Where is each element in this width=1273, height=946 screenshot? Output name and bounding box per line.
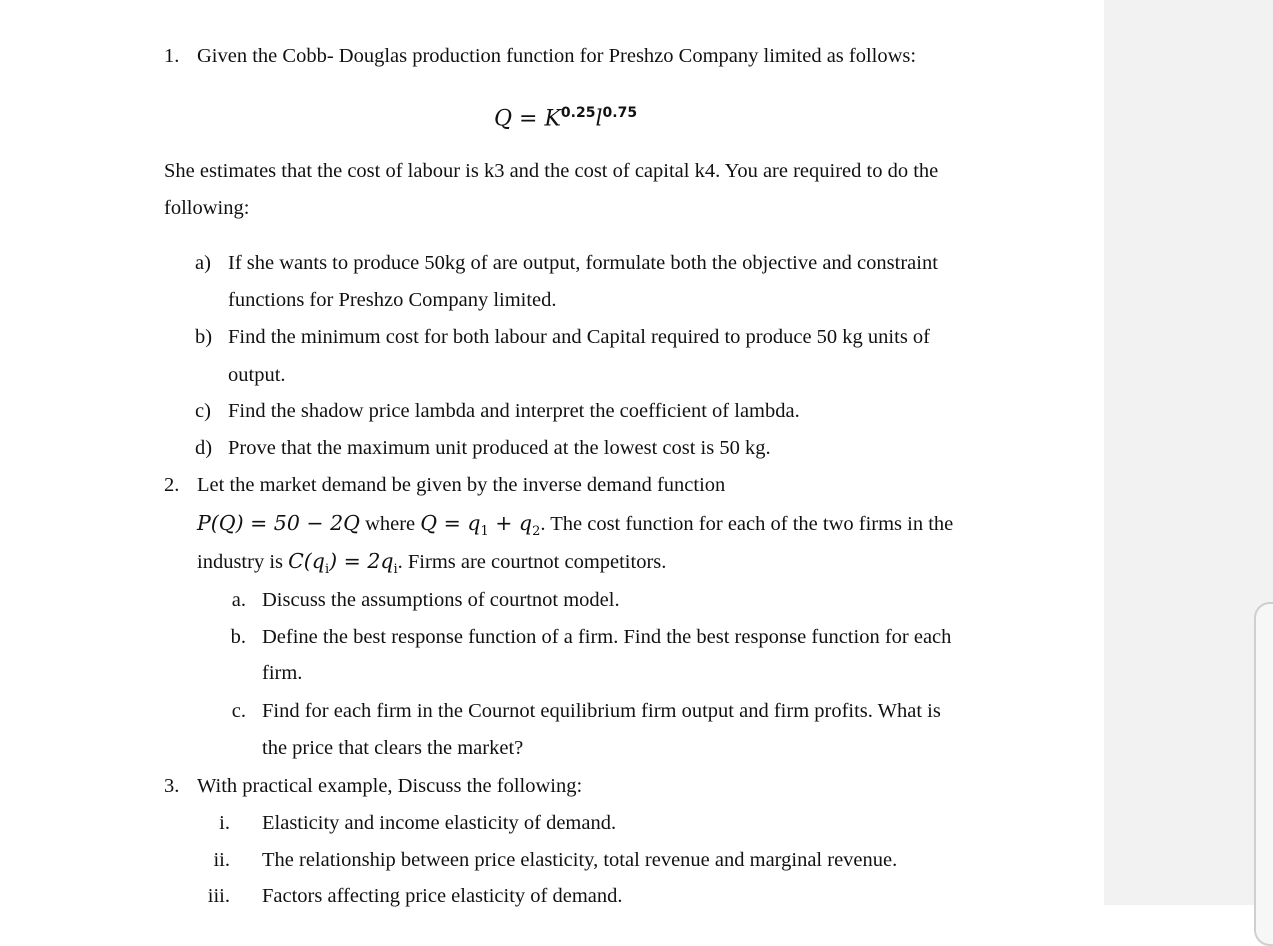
q3-part-ii-label: ii.	[213, 849, 230, 871]
q1-part-a-label: a)	[195, 252, 211, 274]
q1-paragraph-line2: following:	[164, 197, 250, 219]
q2-part-b-label: b.	[230, 626, 246, 648]
q1-paragraph-line1	[164, 158, 975, 184]
q3-part-i-label: i.	[219, 812, 230, 834]
q2-cost-prefix: industry is	[197, 551, 289, 573]
q2-part-c-line2: the price that clears the market?	[262, 737, 524, 759]
q3-part-ii-text: The relationship between price elasticity, total revenue and marginal revenue.	[262, 849, 898, 871]
q2-intro: Let the market demand be given by the inverse demand function	[197, 474, 726, 496]
q2-where: where	[365, 513, 416, 535]
q1-part-d-label: d)	[195, 437, 213, 459]
formula-eq: =	[519, 106, 538, 132]
q2-part-c-label: c.	[231, 700, 246, 722]
formula-lhs: Q	[494, 106, 513, 132]
q2-cost-line	[197, 548, 666, 583]
q2-cost-suffix: . Firms are courtnot competitors.	[397, 551, 667, 573]
q1-part-b-line2: output.	[228, 364, 286, 386]
q1-part-b-line1: Find the minimum cost for both labour and Capital required to produce 50 kg units of	[228, 326, 931, 348]
q2-number: 2.	[164, 474, 180, 496]
cobb-douglas-formula	[494, 98, 637, 134]
q1-paragraph-text1: She estimates that the cost of labour is k3 and the cost of capital k4. You are required to do the	[164, 160, 939, 182]
q2-equation-line	[197, 510, 953, 545]
q1-part-a-line1: If she wants to produce 50kg of are output, formulate both the objective and constraint	[228, 252, 938, 274]
q2-part-c-line1: Find for each firm in the Cournot equilibrium firm output and firm profits. What is	[262, 700, 941, 722]
q1-part-a-line2: functions for Preshzo Company limited.	[228, 289, 557, 311]
formula-k-exponent: 0.25	[560, 105, 596, 121]
inverse-demand-eq: P(Q) = 50 − 2Q	[197, 511, 360, 535]
q3-number: 3.	[164, 775, 180, 797]
q1-part-c-label: c)	[195, 400, 211, 422]
q1-part-c-line1: Find the shadow price lambda and interpret the coefficient of lambda.	[228, 400, 800, 422]
side-panel-card[interactable]	[1254, 602, 1273, 946]
q1-text: Given the Cobb- Douglas production function for Preshzo Company limited as follows:	[197, 45, 917, 67]
formula-l-exponent: 0.75	[602, 105, 638, 121]
q3-part-iii-label: iii.	[207, 885, 230, 907]
cost-function-eq: $C(q_i) = 2q_i$	[288, 549, 398, 578]
q2-part-b-line2: firm.	[262, 662, 303, 684]
q1-number: 1.	[164, 45, 180, 67]
formula-l: l	[595, 106, 603, 132]
q2-part-b-line1: Define the best response function of a firm. Find the best response function for each	[262, 626, 952, 648]
q2-line2-rest: . The cost function for each of the two firms in the	[540, 513, 954, 535]
formula-k: K	[544, 106, 561, 132]
q1-part-b-label: b)	[195, 326, 213, 348]
q2-part-a-line1: Discuss the assumptions of courtnot model.	[262, 589, 620, 611]
side-panel	[1104, 0, 1273, 905]
q3-part-iii-text: Factors affecting price elasticity of demand.	[262, 885, 623, 907]
quantity-sum-eq: $Q = q_1 + q_2$	[420, 511, 541, 540]
q3-intro: With practical example, Discuss the following:	[197, 775, 583, 797]
q1-part-d-line1: Prove that the maximum unit produced at the lowest cost is 50 kg.	[228, 437, 771, 459]
q2-part-a-label: a.	[231, 589, 246, 611]
q3-part-i-text: Elasticity and income elasticity of demand.	[262, 812, 617, 834]
